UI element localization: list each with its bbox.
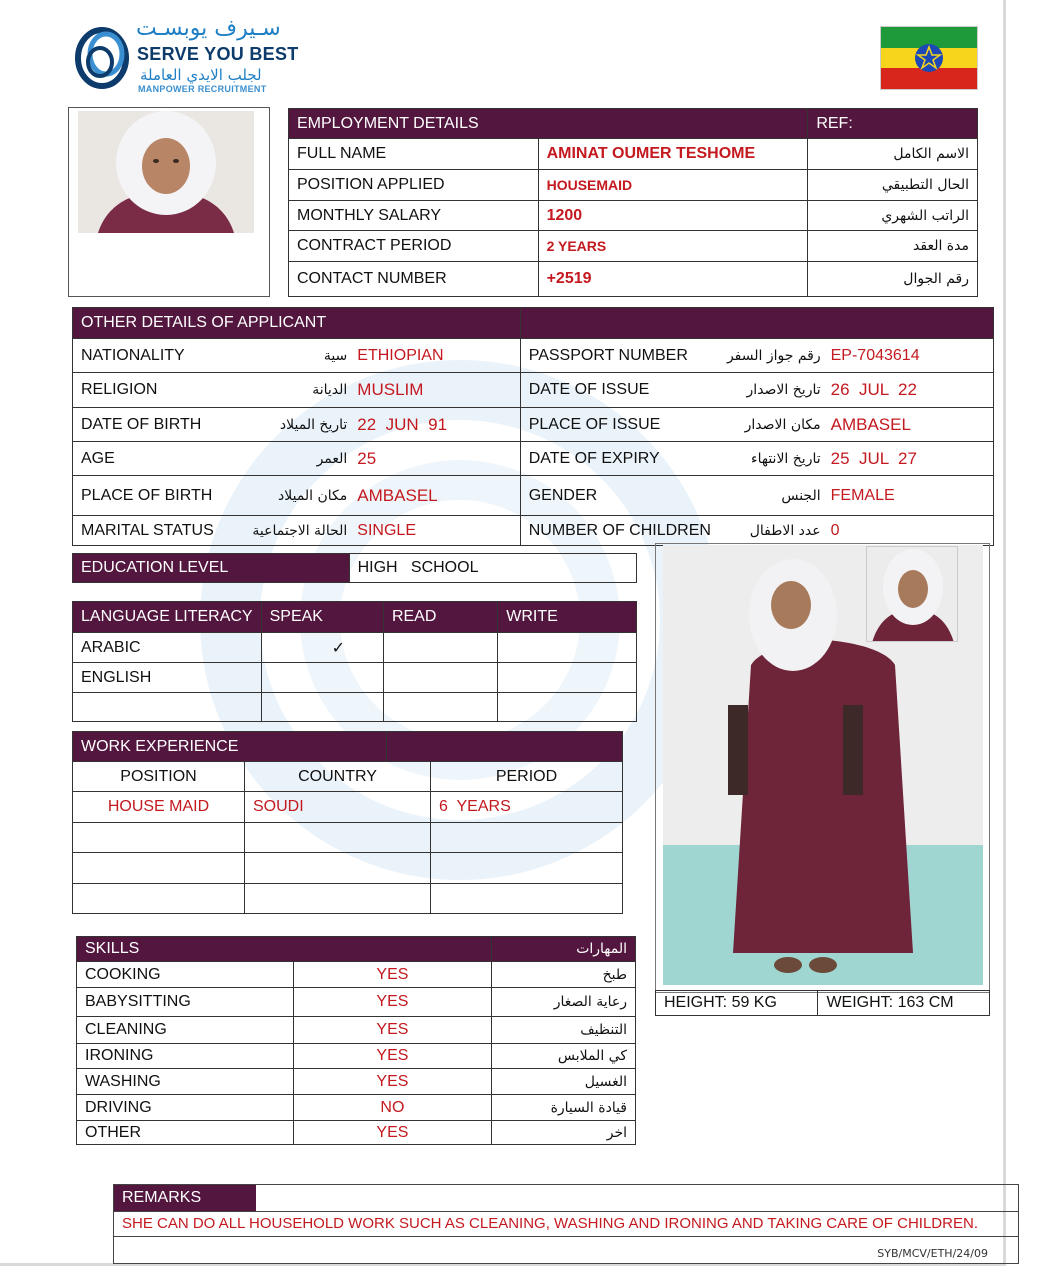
religion-value: MUSLIM [349, 373, 520, 408]
table-row [289, 139, 978, 170]
field-label-arabic: الجنس [719, 476, 823, 516]
read-cell [383, 633, 497, 663]
skill-name-arabic: كي الملابس [492, 1044, 636, 1069]
skill-value: YES [293, 1044, 491, 1069]
other-details-header-right [520, 308, 993, 339]
field-label-arabic: الاسم الكامل [808, 139, 978, 170]
field-label-arabic: تاريخ الانتهاء [719, 442, 823, 476]
field-label-arabic: مكان الاصدار [719, 408, 823, 442]
work-position-value [73, 853, 245, 884]
table-row [77, 988, 636, 1017]
field-label: FULL NAME [289, 139, 539, 170]
skill-name-arabic: اخر [492, 1121, 636, 1145]
skill-name-arabic: التنظيف [492, 1017, 636, 1044]
table-row [73, 884, 623, 914]
column-header: SPEAK [261, 602, 383, 633]
read-cell [383, 663, 497, 693]
skills-header-arabic: المهارات [492, 937, 636, 962]
field-label-arabic: مدة العقد [808, 231, 978, 262]
table-row [289, 231, 978, 262]
field-label: CONTACT NUMBER [289, 262, 539, 297]
field-label: GENDER [520, 476, 719, 516]
skill-name-arabic: قيادة السيارة [492, 1095, 636, 1121]
table-row [73, 633, 637, 663]
contract-value: 2 YEARS [538, 231, 808, 262]
work-experience-header-right [387, 732, 623, 762]
skills-table [76, 936, 636, 1145]
skill-name: DRIVING [77, 1095, 294, 1121]
table-row [73, 516, 994, 546]
salary-value: 1200 [538, 201, 808, 231]
table-row [77, 1017, 636, 1044]
table-row [289, 201, 978, 231]
language-name: ENGLISH [73, 663, 262, 693]
remarks-box [113, 1184, 1019, 1264]
field-label-arabic: الديانة [240, 373, 349, 408]
education-label: EDUCATION LEVEL [73, 554, 350, 583]
field-label: PASSPORT NUMBER [520, 339, 719, 373]
skill-name: OTHER [77, 1121, 294, 1145]
logo-english-name: SERVE YOU BEST [137, 44, 299, 64]
education-table [72, 553, 637, 583]
logo-english-tagline: MANPOWER RECRUITMENT [138, 84, 267, 94]
field-label: NATIONALITY [73, 339, 240, 373]
field-label: CONTRACT PERIOD [289, 231, 539, 262]
field-label: DATE OF EXPIRY [520, 442, 719, 476]
column-header: LANGUAGE LITERACY [73, 602, 262, 633]
table-row [73, 663, 637, 693]
skill-value: NO [293, 1095, 491, 1121]
check-icon: ✓ [261, 633, 383, 663]
measurements-table [655, 990, 990, 1016]
height-value: HEIGHT: 59 KG [656, 991, 818, 1016]
field-label-arabic: تاريخ الاصدار [719, 373, 823, 408]
other-details-table [72, 307, 994, 546]
work-country-value [245, 823, 431, 853]
language-name: ARABIC [73, 633, 262, 663]
field-label: RELIGION [73, 373, 240, 408]
column-header: COUNTRY [245, 762, 431, 792]
skill-name: COOKING [77, 962, 294, 988]
weight-value: WEIGHT: 163 CM [818, 991, 990, 1016]
logo-arabic-tagline: لجلب الايدي العاملة [140, 66, 262, 84]
ref-label: REF: [808, 109, 978, 139]
applicant-portrait-photo [78, 111, 254, 233]
table-row [73, 762, 623, 792]
column-header: READ [383, 602, 497, 633]
employment-header: EMPLOYMENT DETAILS [289, 109, 808, 139]
work-country-value [245, 884, 431, 914]
ethiopia-flag-icon [880, 26, 978, 90]
write-cell [498, 633, 637, 663]
table-row [73, 693, 637, 722]
company-logo-icon [72, 24, 136, 92]
language-literacy-table [72, 601, 637, 722]
skill-name-arabic: طبخ [492, 962, 636, 988]
column-header: PERIOD [431, 762, 623, 792]
skill-value: YES [293, 1121, 491, 1145]
skill-name: WASHING [77, 1069, 294, 1095]
marital-status-value: SINGLE [349, 516, 520, 546]
skill-value: YES [293, 988, 491, 1017]
remarks-text: SHE CAN DO ALL HOUSEHOLD WORK SUCH AS CLEANING, WASHING AND IRONING AND TAKING CARE OF CHILDREN. [122, 1215, 978, 1232]
place-of-birth-value: AMBASEL [349, 476, 520, 516]
education-value: HIGH SCHOOL [349, 554, 636, 583]
skill-value: YES [293, 1017, 491, 1044]
date-of-expiry-value: 25 JUL 27 [823, 442, 994, 476]
table-row [289, 170, 978, 201]
table-row [73, 792, 623, 823]
field-label: MARITAL STATUS [73, 516, 240, 546]
language-name [73, 693, 262, 722]
field-label: PLACE OF BIRTH [73, 476, 240, 516]
work-position-value: HOUSE MAID [73, 792, 245, 823]
field-label: PLACE OF ISSUE [520, 408, 719, 442]
contact-value: +2519 [538, 262, 808, 297]
field-label-arabic: تاريخ الميلاد [240, 408, 349, 442]
field-label-arabic: عدد الاطفال [719, 516, 823, 546]
skill-name: CLEANING [77, 1017, 294, 1044]
column-header: POSITION [73, 762, 245, 792]
skill-name-arabic: رعاية الصغار [492, 988, 636, 1017]
table-row [73, 823, 623, 853]
write-cell [498, 693, 637, 722]
field-label: DATE OF ISSUE [520, 373, 719, 408]
skill-value: YES [293, 1069, 491, 1095]
read-cell [383, 693, 497, 722]
field-label: MONTHLY SALARY [289, 201, 539, 231]
work-experience-header: WORK EXPERIENCE [73, 732, 387, 762]
field-label: POSITION APPLIED [289, 170, 539, 201]
table-row [289, 262, 978, 297]
place-of-issue-value: AMBASEL [823, 408, 994, 442]
field-label-arabic: الحال التطبيقي [808, 170, 978, 201]
work-period-value [431, 823, 623, 853]
table-row [73, 476, 994, 516]
speak-cell [261, 693, 383, 722]
children-count-value: 0 [823, 516, 994, 546]
work-period-value: 6 YEARS [431, 792, 623, 823]
date-of-issue-value: 26 JUL 22 [823, 373, 994, 408]
work-country-value [245, 853, 431, 884]
table-row [77, 1121, 636, 1145]
table-row [77, 1044, 636, 1069]
work-position-value [73, 884, 245, 914]
speak-cell [261, 663, 383, 693]
table-row [73, 339, 994, 373]
table-row [73, 408, 994, 442]
field-label-arabic: رقم جواز السفر [719, 339, 823, 373]
field-label: DATE OF BIRTH [73, 408, 240, 442]
skill-name: IRONING [77, 1044, 294, 1069]
passport-number-value: EP-7043614 [823, 339, 994, 373]
gender-value: FEMALE [823, 476, 994, 516]
field-label-arabic: مكان الميلاد [240, 476, 349, 516]
nationality-value: ETHIOPIAN [349, 339, 520, 373]
other-details-header: OTHER DETAILS OF APPLICANT [73, 308, 521, 339]
work-country-value: SOUDI [245, 792, 431, 823]
work-position-value [73, 823, 245, 853]
field-label-arabic: رقم الجوال [808, 262, 978, 297]
skill-name-arabic: الغسيل [492, 1069, 636, 1095]
table-row [77, 1069, 636, 1095]
column-header: WRITE [498, 602, 637, 633]
table-row [73, 853, 623, 884]
employment-details-table [288, 108, 978, 297]
work-period-value [431, 853, 623, 884]
table-row [73, 373, 994, 408]
position-value: HOUSEMAID [538, 170, 808, 201]
work-experience-table [72, 731, 623, 914]
skill-value: YES [293, 962, 491, 988]
table-row [73, 442, 994, 476]
table-row [77, 1095, 636, 1121]
skills-header: SKILLS [77, 937, 492, 962]
field-label-arabic: الراتب الشهري [808, 201, 978, 231]
skill-name: BABYSITTING [77, 988, 294, 1017]
document-code: SYB/MCV/ETH/24/09 [877, 1247, 988, 1260]
applicant-inset-photo [866, 546, 958, 642]
field-label: AGE [73, 442, 240, 476]
date-of-birth-value: 22 JUN 91 [349, 408, 520, 442]
work-period-value [431, 884, 623, 914]
field-label-arabic: العمر [240, 442, 349, 476]
field-label: NUMBER OF CHILDREN [520, 516, 719, 546]
write-cell [498, 663, 637, 693]
field-label-arabic: الحالة الاجتماعية [240, 516, 349, 546]
age-value: 25 [349, 442, 520, 476]
table-row [77, 962, 636, 988]
logo-arabic-name: سـيرف يوبسـت [136, 16, 281, 41]
field-label-arabic: سية [240, 339, 349, 373]
remarks-label: REMARKS [114, 1185, 256, 1211]
full-name-value: AMINAT OUMER TESHOME [538, 139, 808, 170]
